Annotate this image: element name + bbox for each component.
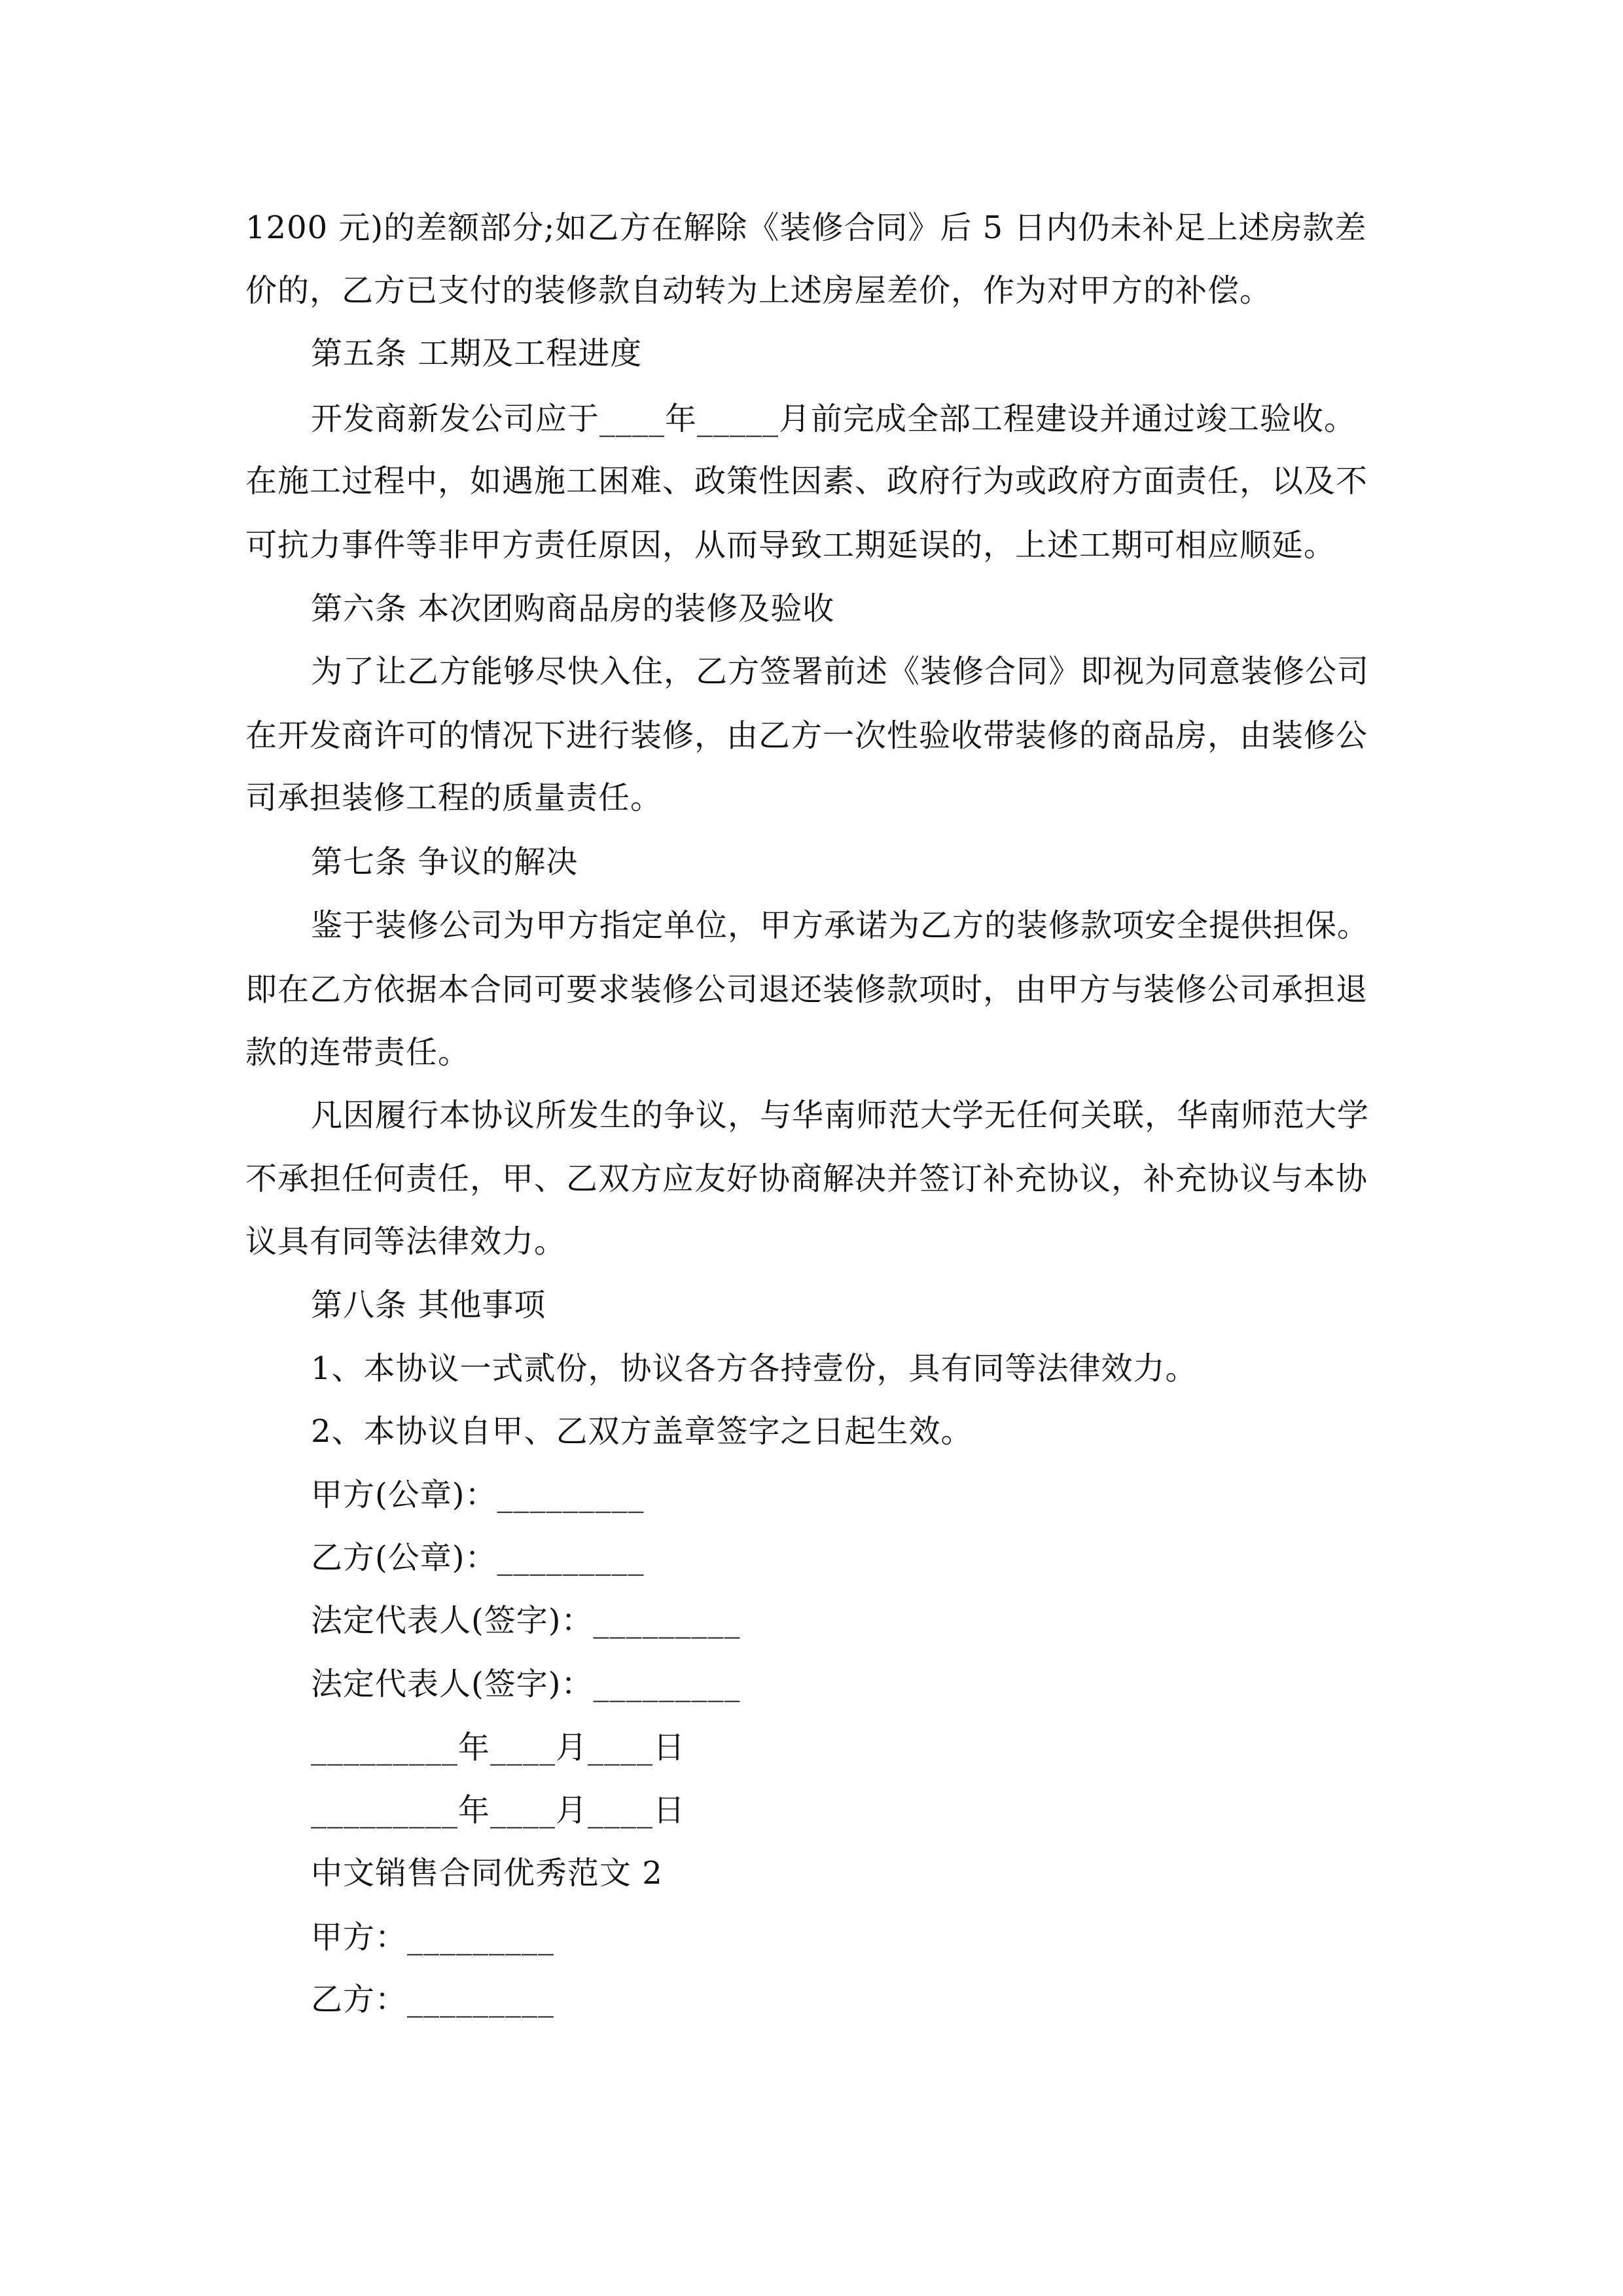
signature-field-party-b-seal: 乙方(公章)：_________	[311, 1539, 645, 1576]
document-subtitle: 中文销售合同优秀范文 2	[311, 1855, 663, 1892]
paragraph-line: 凡因履行本协议所发生的争议，与华南师范大学无任何关联，华南师范大学	[311, 1097, 1370, 1134]
party-b-field: 乙方：_________	[311, 1981, 555, 2018]
paragraph-line: 在施工过程中，如遇施工困难、政策性因素、政府行为或政府方面责任，以及不	[245, 463, 1368, 499]
paragraph-line: 议具有同等法律效力。	[245, 1223, 567, 1260]
party-a-field: 甲方：_________	[311, 1919, 555, 1956]
signature-field-legal-rep: 法定代表人(签字)：_________	[311, 1666, 741, 1702]
paragraph-line: 不承担任何责任，甲、乙双方应友好协商解决并签订补充协议，补充协议与本协	[245, 1160, 1368, 1197]
date-field: _________年____月____日	[311, 1729, 686, 1766]
paragraph-line: 款的连带责任。	[245, 1034, 471, 1071]
section-heading: 第五条 工期及工程进度	[311, 335, 643, 372]
paragraph-line: 在开发商许可的情况下进行装修，由乙方一次性验收带装修的商品房，由装修公	[245, 717, 1368, 754]
date-field: _________年____月____日	[311, 1792, 686, 1829]
paragraph-line: 1200 元)的差额部分;如乙方在解除《装修合同》后 5 日内仍未补足上述房款差	[245, 209, 1367, 246]
paragraph-line: 可抗力事件等非甲方责任原因，从而导致工期延误的，上述工期可相应顺延。	[245, 527, 1336, 564]
signature-field-legal-rep: 法定代表人(签字)：_________	[311, 1602, 741, 1639]
paragraph-line: 价的，乙方已支付的装修款自动转为上述房屋差价，作为对甲方的补偿。	[245, 272, 1272, 309]
paragraph-line: 开发商新发公司应于____年_____月前完成全部工程建设并通过竣工验收。	[311, 401, 1357, 437]
list-item: 2、本协议自甲、乙双方盖章签字之日起生效。	[311, 1413, 973, 1450]
section-heading: 第八条 其他事项	[311, 1287, 546, 1323]
section-heading: 第六条 本次团购商品房的装修及验收	[311, 590, 835, 627]
paragraph-line: 即在乙方依据本合同可要求装修公司退还装修款项时，由甲方与装修公司承担退	[245, 971, 1368, 1008]
paragraph-line: 司承担装修工程的质量责任。	[245, 780, 663, 816]
signature-field-party-a-seal: 甲方(公章)：_________	[311, 1477, 645, 1513]
list-item: 1、本协议一式贰份，协议各方各持壹份，具有同等法律效力。	[311, 1350, 1198, 1387]
paragraph-line: 鉴于装修公司为甲方指定单位，甲方承诺为乙方的装修款项安全提供担保。	[311, 907, 1370, 944]
paragraph-line: 为了让乙方能够尽快入住，乙方签署前述《装修合同》即视为同意装修公司	[311, 653, 1370, 690]
section-heading: 第七条 争议的解决	[311, 844, 579, 880]
